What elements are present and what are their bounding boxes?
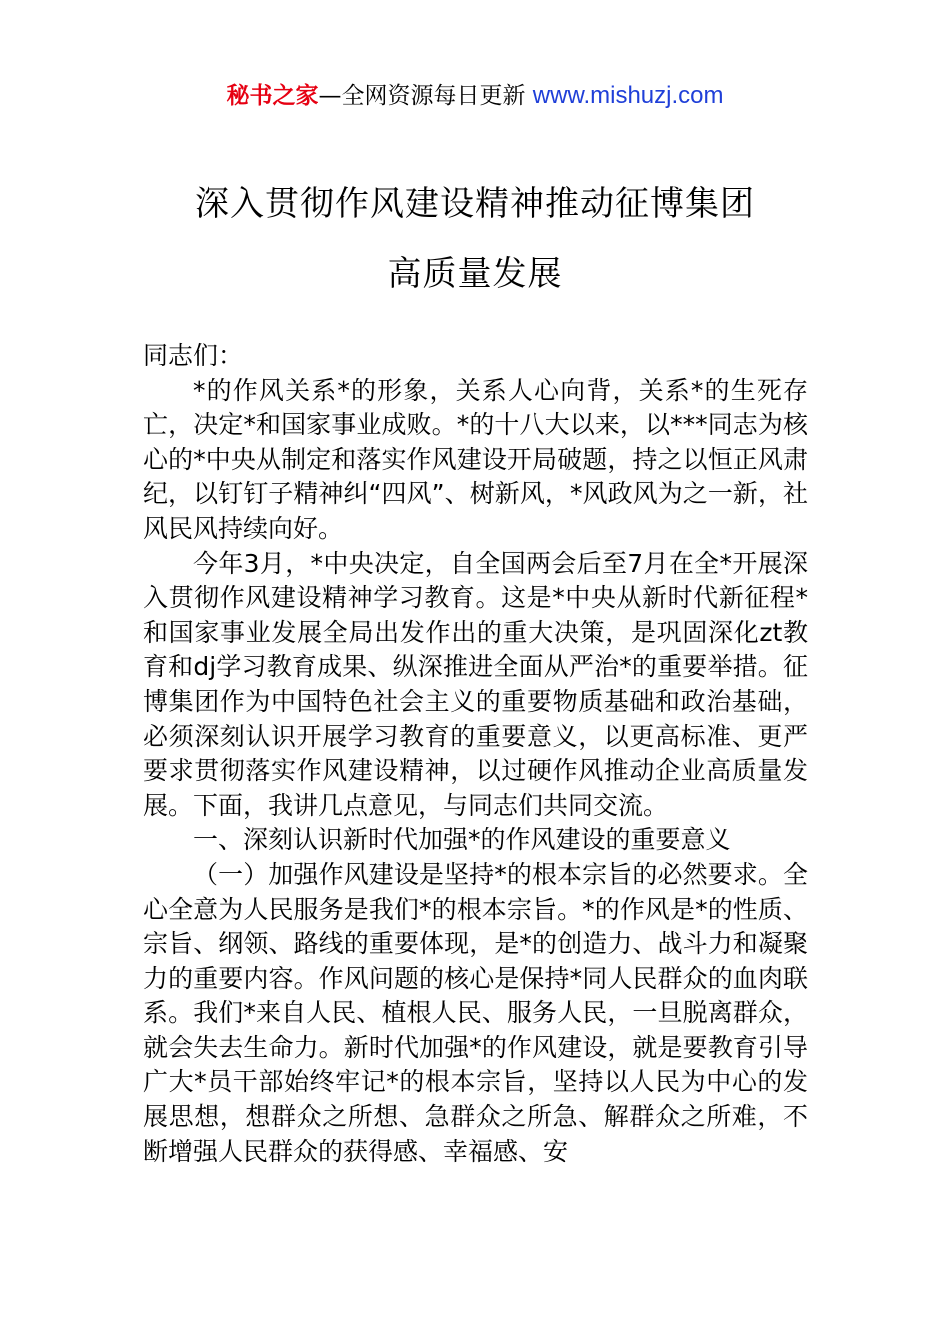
document-title-line-2: 高质量发展	[387, 254, 563, 294]
section-heading: 一、深刻认识新时代加强*的作风建设的重要意义	[193, 825, 731, 855]
document-body	[143, 339, 808, 1169]
header-tagline: —全网资源每日更新	[318, 83, 533, 109]
salutation: 同志们：	[143, 341, 244, 370]
document-title-line-1: 深入贯彻作风建设精神推动征博集团	[195, 184, 755, 224]
paragraph: *的作风关系*的形象，关系人心向背，关系*的生死存亡，决定*和国家事业成败。*的十八大以来，以***同志为核心的*中央从制定和落实作风建设开局破题，持之以恒正风肃纪，以钉钉子精神纠“四风”、树新风，*风政风为之一新，社风民风持续向好。	[143, 375, 808, 543]
brand-name: 秘书之家	[226, 83, 319, 109]
site-url[interactable]: www.mishuzj.com	[532, 82, 724, 109]
paragraph: （一）加强作风建设是坚持*的根本宗旨的必然要求。全心全意为人民服务是我们*的根本宗旨。*的作风是*的性质、宗旨、纲领、路线的重要体现，是*的创造力、战斗力和凝聚力的重要内容。作风问题的核心是保持*同人民群众的血肉联系。我们*来自人民、植根人民、服务人民，一旦脱离群众，就会失去生命力。新时代加强*的作风建设，就是要教育引导广大*员干部始终牢记*的根本宗旨，坚持以人民为中心的发展思想，想群众之所想、急群众之所急、解群众之所难，不断增强人民群众的获得感、幸福感、安	[143, 859, 808, 1166]
paragraph: 今年3月，*中央决定，自全国两会后至7月在全*开展深入贯彻作风建设精神学习教育。这是*中央从新时代新征程*和国家事业发展全局出发作出的重大决策，是巩固深化zt教育和dj学习教育成果、纵深推进全面从严治*的重要举措。征博集团作为中国特色社会主义的重要物质基础和政治基础，必须深刻认识开展学习教育的重要意义，以更高标准、更严要求贯彻落实作风建设精神，以过硬作风推动企业高质量发展。下面，我讲几点意见，与同志们共同交流。	[143, 548, 808, 820]
site-header	[0, 80, 950, 112]
